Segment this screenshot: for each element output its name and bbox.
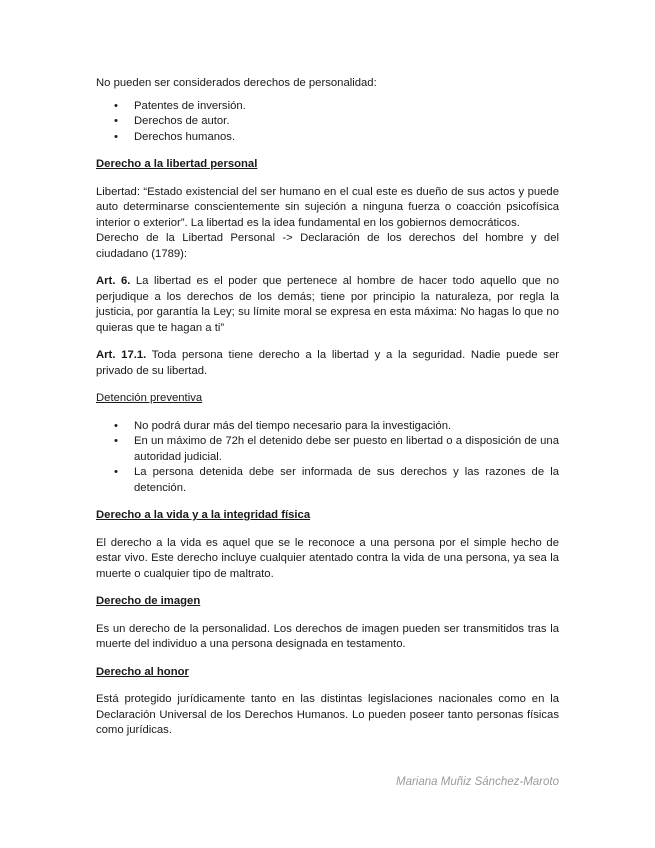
vida-paragraph: El derecho a la vida es aquel que se le reconoce a una persona por el simple hecho de estar vivo. Este derecho incluye cualquier atentado contra la vida de una persona, ya sea la muerte o cualquier tipo de maltrato. [96, 536, 559, 580]
heading-derecho-honor: Derecho al honor [96, 665, 189, 678]
heading-derecho-imagen: Derecho de imagen [96, 595, 201, 607]
heading-libertad-personal: Derecho a la libertad personal [96, 158, 258, 170]
article-6 [96, 274, 559, 336]
list-item: • En un máximo de 72h el detenido debe ser puesto en libertad o a disposición de una autoridad judicial. [134, 434, 559, 465]
heading-derecho-vida: Derecho a la vida y a la integridad física [96, 509, 311, 521]
list-item: • Patentes de inversión. [134, 99, 559, 115]
list-item: • La persona detenida debe ser informada de sus derechos y las razones de la detención. [134, 465, 559, 496]
article-17-text: Toda persona tiene derecho a la libertad y a la seguridad. Nadie puede ser privado de su libertad. [96, 349, 559, 377]
intro-text: No pueden ser considerados derechos de personalidad: [96, 77, 377, 89]
article-6-text: La libertad es el poder que pertenece al hombre de hacer todo aquello que no perjudique a los derechos de los demás; tiene por principio la naturaleza, por regla la justicia, por garantía la Ley; su límite moral se expresa en esta máxima: No hagas lo que no quieras que te hagan a ti” [96, 275, 560, 334]
declaration-text: Derecho de la Libertad Personal -> Declaración de los derechos del hombre y del ciudadano (1789): [96, 232, 559, 260]
libertad-paragraph: Libertad: “Estado existencial del ser humano en el cual este es dueño de sus actos y puede auto determinarse conscientemente sin sujeción a ninguna fuerza o coacción psicofísica interior o exterior”. La libertad es la idea fundamental en los gobiernos democráticos. [96, 185, 559, 229]
author-signature: Mariana Muñiz Sánchez-Maroto [396, 776, 559, 788]
list-item: • Derechos humanos. [134, 130, 559, 146]
imagen-paragraph: Es un derecho de la personalidad. Los derechos de imagen pueden ser transmitidos tras la muerte del individuo a una persona designada en testamento. [96, 622, 559, 650]
libertad-definition [96, 185, 559, 263]
article-6-label: Art. 6. [96, 275, 131, 287]
list-item: • Derechos de autor. [134, 114, 559, 130]
article-17-label: Art. 17.1. [96, 349, 147, 361]
article-17 [96, 348, 559, 379]
document-page [96, 76, 559, 739]
honor-paragraph: Está protegido jurídicamente tanto en las distintas legislaciones nacionales como en la Declaración Universal de los Derechos Humanos. Lo pueden poseer tanto personas físicas como jurídicas. [96, 693, 559, 736]
detention-list [96, 419, 559, 497]
heading-detencion-preventiva: Detención preventiva [96, 392, 203, 404]
list-item: • No podrá durar más del tiempo necesario para la investigación. [134, 419, 559, 435]
non-personality-rights-list [96, 99, 559, 146]
